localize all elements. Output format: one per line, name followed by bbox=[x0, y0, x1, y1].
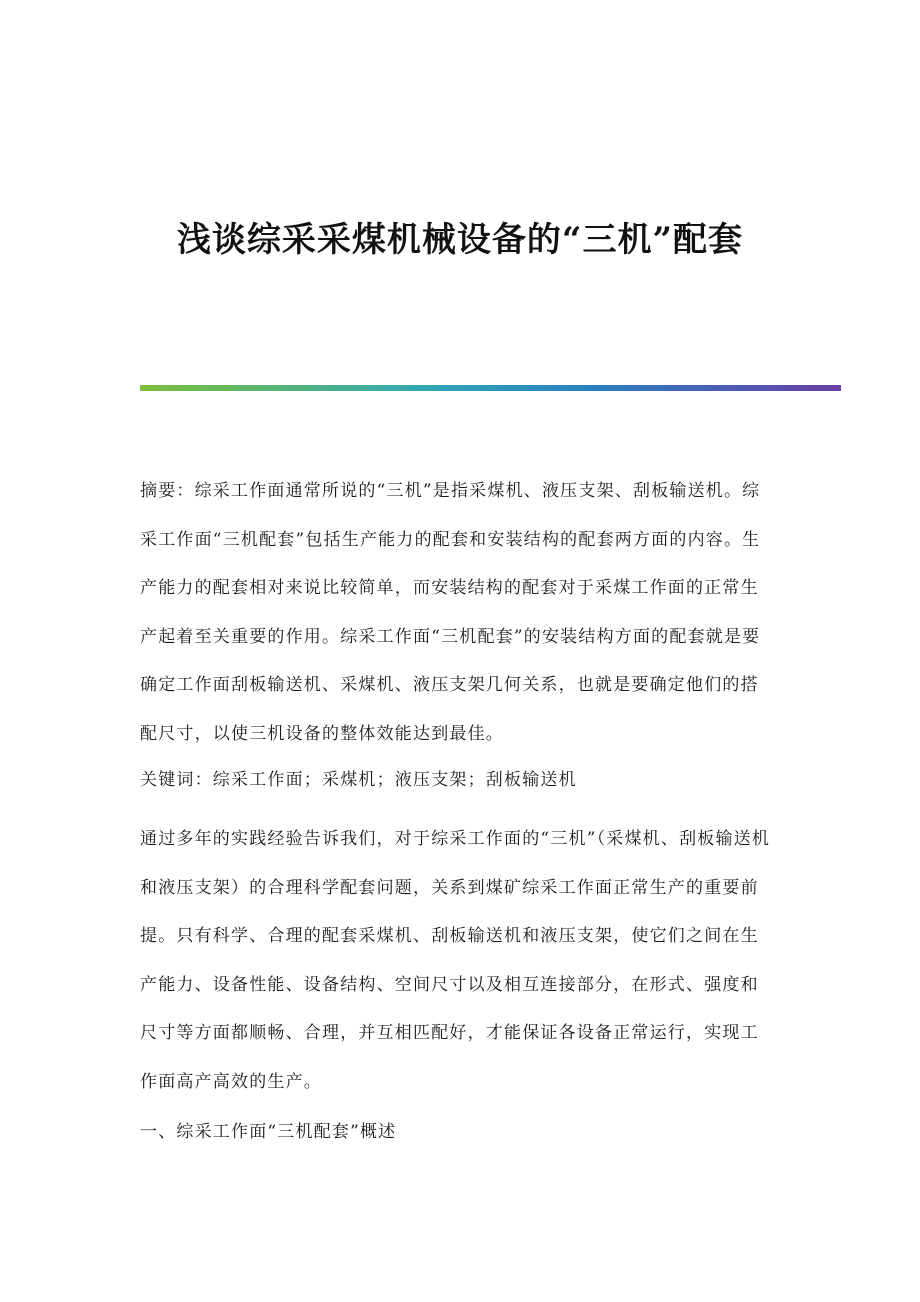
section-heading: 一、综采工作面“三机配套”概述 bbox=[140, 1122, 397, 1142]
document-title: 浅谈综采采煤机械设备的“三机”配套 bbox=[176, 220, 744, 260]
intro-paragraph: 通过多年的实践经验告诉我们，对于综采工作面的“三机”（采煤机、刮板输送机和液压支架）的合理科学配套问题，关系到煤矿综采工作面正常生产的重要前提。只有科学、合理的配套采煤机、刮板输送机和液压支架，使它们之间在生产能力、设备性能、设备结构、空间尺寸以及相互连接部分，在形式、强度和尺寸等方面都顺畅、合理，并互相匹配好，才能保证各设备正常运行，实现工作面高产高效的生产。 bbox=[140, 829, 771, 1092]
title-divider bbox=[140, 385, 841, 391]
abstract-paragraph: 摘要：综采工作面通常所说的“三机”是指采煤机、液压支架、刮板输送机。综采工作面“三机配套”包括生产能力的配套和安装结构的配套两方面的内容。生产能力的配套相对来说比较简单，而安装结构的配套对于采煤工作面的正常生产起着至关重要的作用。综采工作面“三机配套”的安装结构方面的配套就是要确定工作面刮板输送机、采煤机、液压支架几何关系，也就是要确定他们的搭配尺寸，以使三机设备的整体效能达到最佳。 bbox=[140, 481, 761, 744]
keywords-line: 关键词：综采工作面；采煤机；液压支架；刮板输送机 bbox=[140, 770, 577, 790]
